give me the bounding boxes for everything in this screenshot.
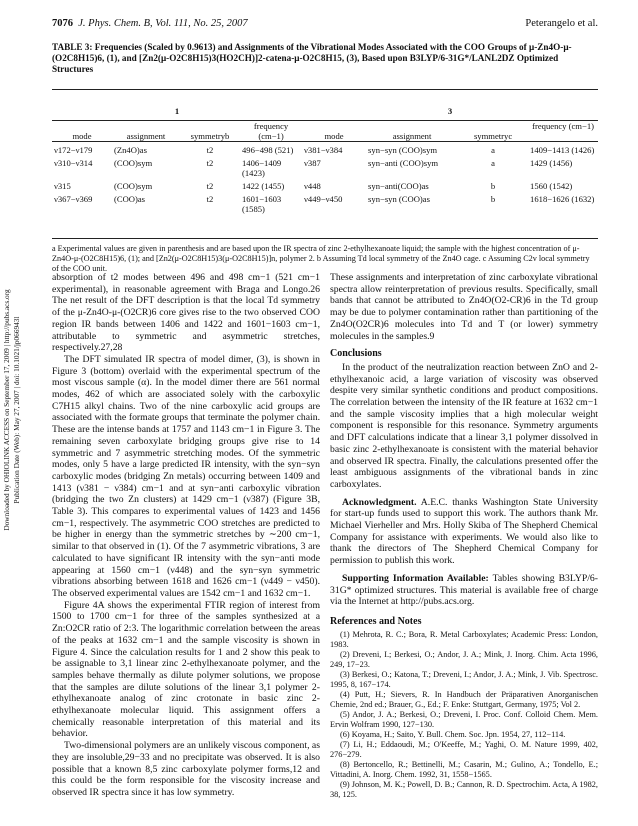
right-column — [330, 272, 598, 800]
table-cell: t2 — [206, 194, 214, 204]
reference-item: (3) Berkesi, O.; Katona, T.; Dreveni, I.; Andor, J. A.; Mink, J. Vib. Spectrosc. 1995, 8, 167−174. — [330, 669, 598, 689]
table-cell: a — [491, 158, 495, 168]
table-cell: syn−anti (COO)sym — [368, 158, 439, 168]
body-paragraph: The DFT simulated IR spectra of model dimer, (3), is shown in Figure 3 (bottom) overlaid with the experimental spectrum of the most viscous sample (α). In the model dimer there are 561 normal modes, 462 of which are associated solely with the carboxylic C7H15 alkyl chains. Two of the nine carboxylic acid groups are associated with the formate groups that terminate the polymer chain. These are the intense bands at 1757 and 1143 cm−1 in Figure 3. The remaining seven carboxylate bridging groups give rise to 14 symmetric and 7 asymmetric stretching modes. Of the symmetric modes, only 5 have a large predicted IR intensity, with the syn−syn carboxylic modes (bridging Zn metals) occurring between 1409 and 1413 (ν381 − ν384) cm−1 and at syn−anti carboxylic vibration (bridging the two Zn clusters) at 1429 cm−1 (ν387) (Figure 3B, Table 3). This compares to experimental values of 1423 and 1456 cm−1, respectively. The asymmetric COO stretches are predicted to be higher in energy than the symmetric stretches by ∼200 cm−1, similar to that observed in (1). Of the 7 asymmetric vibrations, 3 are calculated to have significant IR intensity with the syn−anti mode appearing at 1560 cm−1 (ν448) and the syn−syn symmetric vibrations absorbing between 1618 and 1626 cm−1 (ν449 − ν450). The observed experimental values are 1542 cm−1 and 1632 cm−1. — [52, 353, 320, 599]
table-cell: 1560 (1542) — [530, 181, 573, 191]
body-paragraph: absorption of t2 modes between 496 and 498 cm−1 (521 cm−1 experimental), in reasonable agreement with Braga and Longo.26 The net result of the DFT description is that the local Td symmetry of the μ-Zn4O-μ-(O2CR)6 core gives rise to the two observed COO region IR bands between 1406 and 1422 and 1601−1603 cm−1, attributable to symmetric and asymmetric stretches, respectively.27,28 — [52, 272, 320, 354]
reference-item: (7) Li, H.; Eddaoudi, M.; O'Keeffe, M.; Yaghi, O. M. Nature 1999, 402, 276−279. — [330, 739, 598, 759]
table-row — [52, 178, 598, 191]
table-cell: t2 — [206, 181, 214, 191]
column-header: assignment — [126, 131, 166, 141]
supporting-info — [330, 573, 598, 608]
frequency-table — [52, 106, 598, 214]
table-cell: a — [491, 145, 495, 155]
watermark-line-2: Publication Date (Web): May 27, 2007 | doi: 10.1021/jp066943l — [12, 316, 21, 504]
group-header-1: 1 — [52, 106, 302, 121]
column-header: frequency (cm−1) — [253, 121, 289, 141]
table-cell: ν367−ν369 — [54, 194, 93, 204]
table-cell: t2 — [206, 145, 214, 155]
reference-item: (9) Johnson, M. K.; Powell, D. B.; Cannon, R. D. Spectrochim. Acta, A 1982, 38, 125. — [330, 779, 598, 799]
table-cell: ν310−ν314 — [54, 158, 93, 168]
reference-item: (4) Putt, H.; Sievers, R. In Handbuch der Präparativen Anorganischen Chemie, 2nd ed.; Brauer, G., Ed.; F. Enke: Stuttgart, Germany, 1975; Vol 2. — [330, 689, 598, 709]
reference-item: (5) Andor, J. A.; Berkesi, O.; Dreveni, I. Proc. Conf. Colloid Chem. Mem. Ervin Wolfram 1990, 127−130. — [330, 709, 598, 729]
column-header: frequency (cm−1) — [532, 121, 594, 131]
column-header: symmetryb — [190, 131, 230, 141]
table-cell: 1422 (1455) — [242, 181, 285, 191]
table-row — [52, 191, 598, 214]
table-cell: syn−anti(COO)as — [368, 181, 429, 191]
table-cell: syn−syn (COO)as — [368, 194, 430, 204]
reference-item: (8) Bertoncello, R.; Bettinelli, M.; Casarin, M.; Gulino, A.; Tondello, E.; Vittadini, A. Inorg. Chem. 1992, 31, 1558−1565. — [330, 759, 598, 779]
table-cell: ν172−ν179 — [54, 145, 93, 155]
reference-list — [330, 630, 598, 800]
section-heading-conclusions: Conclusions — [330, 348, 382, 360]
watermark-line-1: Downloaded by OHIOLINK ACCESS on September 17, 2009 | http://pubs.acs.org — [2, 289, 11, 531]
table-cell: ν315 — [54, 181, 71, 191]
journal-citation — [52, 18, 248, 29]
column-header: mode — [324, 131, 344, 141]
table-cell: 1409−1413 (1426) — [530, 145, 595, 155]
table-bottom-rule — [52, 238, 598, 239]
reference-item: (6) Koyama, H.; Saito, Y. Bull. Chem. Soc. Jpn. 1954, 27, 112−114. — [340, 729, 566, 739]
table-cell: t2 — [206, 158, 214, 168]
section-heading-references: References and Notes — [330, 615, 422, 627]
ack-heading: Acknowledgment. — [342, 496, 417, 508]
si-heading: Supporting Information Available: — [342, 572, 489, 584]
author-name: Peterangelo et al. — [525, 18, 598, 29]
table-cell: 1601−1603 (1585) — [242, 194, 282, 214]
table-body — [52, 142, 598, 215]
body-paragraph: In the product of the neutralization reaction between ZnO and 2-ethylhexanoic acid, a large variation of viscosity was observed despite very similar synthetic conditions and product compositions. The correlation between the intensity of the IR feature at 1632 cm−1 and the sample viscosity implies that a high molecular weight component is responsible for this resonance. Symmetry arguments and DFT calculations indicate that a linear 3,1 polymer dissolved in basic zinc 2-ethylhexanoate is consistent with the material behavior and observed IR spectra. Finally, the calculations presented offer the least ambiguous assignments of the vibrational bands in zinc carboxylates. — [330, 361, 598, 490]
table-cell: ν449−ν450 — [304, 194, 343, 204]
body-paragraph: These assignments and interpretation of zinc carboxylate vibrational spectra allow reinterpretation of previous results. Specifically, small bands that cannot be attributed to Zn4O(O2-CR)6 in the Td group may be due to polymer contamination rather than partitioning of the Zn4O(O2CR)6 molecules into Td and T (or lower) symmetry molecules in the samples.9 — [330, 272, 598, 342]
acknowledgment — [330, 497, 598, 567]
table-cell: (COO)sym — [114, 181, 153, 191]
journal-name: J. Phys. Chem. B, Vol. 111, No. 25, 2007 — [78, 18, 248, 29]
table-row — [52, 155, 598, 178]
table-cell: (Zn4O)as — [114, 145, 147, 155]
body-paragraph: Two-dimensional polymers are an unlikely viscous component, as they are insoluble,29−33 and no precipitate was observed. It is also possible that a known 8,5 zinc carboxylate polymer forms,12 and this could be the form responsible for the viscosity increase and observed IR spectra since it has low symmetry. — [52, 740, 320, 798]
table-cell: (COO)as — [114, 194, 146, 204]
body-paragraph: Figure 4A shows the experimental FTIR region of interest from 1500 to 1700 cm−1 for three of the samples synthesized at a Zn:O2CR ratio of 2:3. The logarithmic correlation between the areas of the peaks at 1632 cm−1 and the sample viscosity is shown in Figure 4. Since the calculation results for 1 and 2 show this peak to be assignable to 3,1 linear zinc 2-ethylhexanoate polymer, and the samples behave thermally as dilute polymer solutions, we propose that the samples are dilute solutions of the linear 3,1 polymer 2-ethylhexanoate analog of zinc crotonate in basic zinc 2-ethylhexanoate molecular liquid. This assignment offers a chemically reasonable interpretation of this material and its behavior. — [52, 599, 320, 740]
page-number: 7076 — [52, 18, 73, 29]
left-column — [52, 272, 320, 799]
column-header: assignment — [392, 131, 432, 141]
table-cell: 496−498 (521) — [242, 145, 294, 155]
column-header: mode — [72, 131, 92, 141]
table-cell: ν387 — [304, 158, 321, 168]
download-watermark — [2, 250, 30, 570]
table-cell: ν381−ν384 — [304, 145, 343, 155]
table-row — [52, 142, 598, 156]
running-header — [52, 18, 598, 32]
table-footnote: a Experimental values are given in parenthesis and are based upon the IR spectra of zinc 2-ethylhexanoate liquid; the sample with the highest concentration of μ-Zn4O-μ-(O2C8H15)6, (1); and [Zn2(μ-O2C8H15)3(μ-O2C8H15)]n, polymer 2. b Assuming Td local symmetry of the Zn4O cage. c Assuming C2v local symmetry of the COO unit. — [52, 244, 590, 273]
reference-item: (2) Dreveni, I.; Berkesi, O.; Andor, J. A.; Mink, J. Inorg. Chim. Acta 1996, 249, 17−23. — [330, 649, 598, 669]
table-cell: ν448 — [304, 181, 321, 191]
table-cell: 1406−1409 (1423) — [242, 158, 282, 178]
table-top-rule — [52, 89, 598, 90]
table-caption: TABLE 3: Frequencies (Scaled by 0.9613) and Assignments of the Vibrational Modes Associated with the COO Groups of μ-Zn4O-μ-(O2C8H15)6, (1), and [Zn2(μ-O2C8H15)3(HO2CH)]2-catena-μ-O2C8H15, (3), Based upon B3LYP/6-31G*/LANL2DZ Optimized Structures — [52, 42, 572, 74]
si-text: Tables showing B3LYP/6-31G* optimized structures. This material is available free of charge via the Internet at http://pubs.acs.org. — [330, 572, 598, 608]
group-header-3: 3 — [302, 106, 598, 121]
table-cell: (COO)sym — [114, 158, 153, 168]
table-cell: syn−syn (COO)sym — [368, 145, 438, 155]
table-cell: 1429 (1456) — [530, 158, 573, 168]
table-cell: 1618−1626 (1632) — [530, 194, 595, 204]
table-cell: b — [490, 181, 496, 191]
table-cell: b — [490, 194, 496, 204]
ack-text: A.E.C. thanks Washington State University for start-up funds used to support this work. The authors thank Mr. Michael Vierheller and Mrs. Holly Skiba of The Shepherd Chemical Company for assistance with experiments. We would also like to thank the directors of The Shepherd Chemical Company for permission to publish this work. — [330, 496, 598, 567]
column-header: symmetryc — [473, 131, 513, 141]
reference-item: (1) Mehrota, R. C.; Bora, R. Metal Carboxylates; Academic Press: London, 1983. — [330, 629, 598, 649]
